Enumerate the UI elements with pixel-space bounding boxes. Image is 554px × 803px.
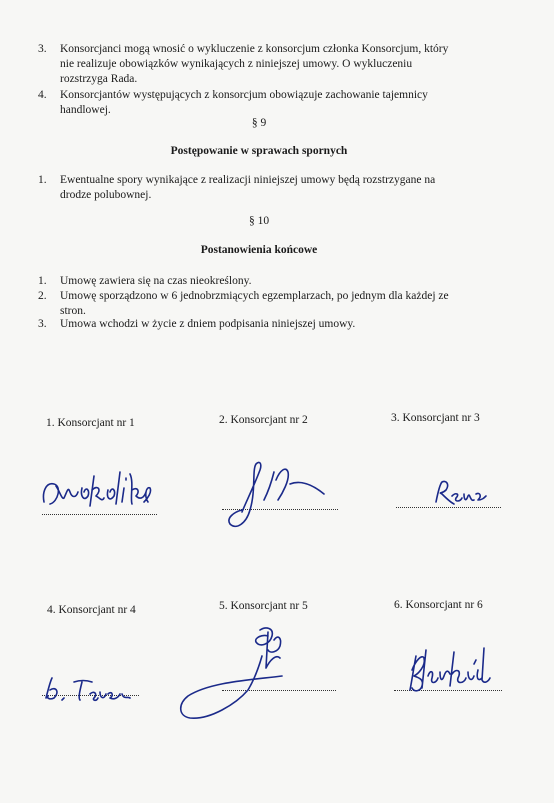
signature-4 [40, 672, 150, 708]
item-text-line: stron. [60, 305, 86, 317]
signatory-label-1: 1. Konsorcjant nr 1 [46, 417, 135, 429]
section-number: § 10 [248, 215, 270, 227]
section-title: Postanowienia końcowe [200, 244, 318, 256]
signature-line [42, 514, 157, 515]
item-text-line: Umowę sporządzono w 6 jednobrzmiących egzemplarzach, po jednym dla każdej ze [60, 290, 449, 302]
item-text-line: Konsorcjantów występujących z konsorcjum obowiązuje zachowanie tajemnicy [60, 89, 428, 101]
item-number: 3. [38, 43, 47, 55]
signature-5 [170, 620, 310, 740]
signature-3 [430, 478, 500, 508]
signatory-label-3: 3. Konsorcjant nr 3 [391, 412, 480, 424]
item-text-line: Ewentualne spory wynikające z realizacji niniejszej umowy będą rozstrzygane na [60, 174, 436, 186]
section-title: Postępowanie w sprawach spornych [170, 145, 348, 157]
section-number: § 9 [251, 117, 267, 129]
item-number: 1. [38, 275, 47, 287]
signature-6 [404, 640, 504, 700]
signatory-label-6: 6. Konsorcjant nr 6 [394, 599, 483, 611]
signatory-label-2: 2. Konsorcjant nr 2 [219, 414, 308, 426]
signatory-label-5: 5. Konsorcjant nr 5 [219, 600, 308, 612]
signature-1 [40, 462, 160, 512]
signature-2 [220, 450, 340, 540]
item-number: 4. [38, 89, 47, 101]
item-text-line: rozstrzyga Rada. [60, 73, 138, 85]
item-text-line: Konsorcjanci mogą wnosić o wykluczenie z konsorcjum członka Konsorcjum, który [60, 43, 449, 55]
item-text-line: drodze polubownej. [60, 189, 152, 201]
item-text-line: Umowę zawiera się na czas nieokreślony. [60, 275, 252, 287]
item-text-line: Umowa wchodzi w życie z dniem podpisania niniejszej umowy. [60, 318, 356, 330]
item-number: 3. [38, 318, 47, 330]
item-text-line: nie realizuje obowiązków wynikających z niniejszej umowy. O wykluczeniu [60, 58, 413, 70]
item-number: 1. [38, 174, 47, 186]
item-text-line: handlowej. [60, 104, 111, 116]
signatory-label-4: 4. Konsorcjant nr 4 [47, 604, 136, 616]
item-number: 2. [38, 290, 47, 302]
